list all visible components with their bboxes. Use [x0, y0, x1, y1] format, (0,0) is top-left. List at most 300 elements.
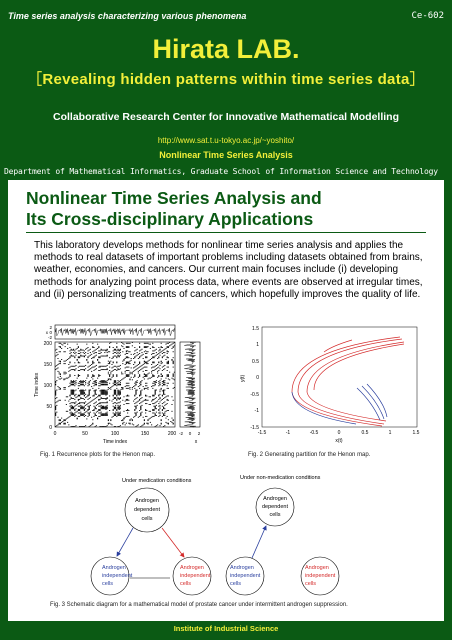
recurrence-point: [80, 381, 81, 382]
fig1-xtick-50: 50: [82, 431, 88, 437]
recurrence-point: [125, 373, 126, 374]
recurrence-point: [141, 412, 142, 413]
recurrence-point: [113, 403, 114, 404]
recurrence-point: [80, 393, 81, 394]
recurrence-point: [113, 383, 114, 384]
recurrence-point: [73, 391, 74, 392]
recurrence-point: [120, 350, 121, 351]
recurrence-point: [87, 395, 88, 396]
recurrence-point: [140, 402, 141, 403]
recurrence-point: [122, 351, 123, 352]
recurrence-point: [55, 356, 56, 357]
recurrence-point: [152, 351, 153, 352]
recurrence-point: [107, 402, 108, 403]
recurrence-point: [139, 357, 140, 358]
recurrence-point: [127, 357, 128, 358]
recurrence-point: [83, 366, 84, 367]
recurrence-point: [147, 400, 148, 401]
recurrence-point: [146, 423, 147, 424]
recurrence-point: [72, 369, 73, 370]
recurrence-point: [79, 409, 80, 410]
recurrence-point: [146, 383, 147, 384]
recurrence-point: [103, 402, 104, 403]
recurrence-point: [103, 382, 104, 383]
recurrence-point: [159, 390, 160, 391]
recurrence-point: [162, 399, 163, 400]
recurrence-point: [120, 385, 121, 386]
recurrence-point: [81, 407, 82, 408]
recurrence-point: [80, 391, 81, 392]
recurrence-point: [120, 412, 121, 413]
recurrence-point: [151, 354, 152, 355]
fig1-ytick-50: 50: [46, 404, 52, 410]
fig2-xtick-1: -1: [285, 430, 291, 436]
recurrence-point: [128, 370, 129, 371]
recurrence-point: [79, 403, 80, 404]
recurrence-point: [109, 388, 110, 389]
recurrence-point: [97, 411, 98, 412]
recurrence-point: [71, 349, 72, 350]
recurrence-point: [125, 386, 126, 387]
lab-url[interactable]: http://www.sat.t.u-tokyo.ac.jp/~yoshito/: [157, 136, 295, 145]
recurrence-point: [133, 364, 134, 365]
recurrence-point: [126, 351, 127, 352]
recurrence-point: [155, 402, 156, 403]
recurrence-point: [125, 354, 126, 355]
recurrence-point: [80, 352, 81, 353]
recurrence-point: [74, 370, 75, 371]
recurrence-point: [133, 401, 134, 402]
recurrence-point: [96, 408, 97, 409]
recurrence-point: [173, 424, 174, 425]
recurrence-point: [81, 426, 82, 427]
recurrence-point: [83, 369, 84, 370]
recurrence-point: [159, 397, 160, 398]
recurrence-point: [56, 425, 57, 426]
recurrence-point: [126, 351, 127, 352]
recurrence-point: [123, 359, 124, 360]
recurrence-point: [162, 409, 163, 410]
recurrence-point: [114, 397, 115, 398]
recurrence-point: [109, 363, 110, 364]
recurrence-point: [116, 395, 117, 396]
recurrence-point: [93, 362, 94, 363]
recurrence-point: [117, 397, 118, 398]
recurrence-point: [107, 392, 108, 393]
recurrence-point: [113, 385, 114, 386]
recurrence-point: [120, 398, 121, 399]
recurrence-point: [139, 399, 140, 400]
recurrence-point: [104, 382, 105, 383]
recurrence-point: [69, 362, 70, 363]
recurrence-point: [83, 384, 84, 385]
recurrence-point: [89, 409, 90, 410]
recurrence-point: [89, 392, 90, 393]
recurrence-point: [122, 379, 123, 380]
recurrence-point: [132, 419, 133, 420]
recurrence-point: [127, 413, 128, 414]
recurrence-point: [153, 357, 154, 358]
recurrence-point: [114, 398, 115, 399]
recurrence-point: [145, 353, 146, 354]
recurrence-point: [134, 353, 135, 354]
recurrence-point: [102, 356, 103, 357]
recurrence-point: [153, 351, 154, 352]
recurrence-point: [155, 369, 156, 370]
recurrence-point: [97, 359, 98, 360]
recurrence-point: [102, 350, 103, 351]
recurrence-point: [101, 415, 102, 416]
fig1-caption: Fig. 1 Recurrence plots for the Henon map.: [40, 452, 156, 458]
recurrence-point: [132, 345, 133, 346]
recurrence-point: [168, 357, 169, 358]
recurrence-point: [126, 403, 127, 404]
recurrence-point: [119, 391, 120, 392]
recurrence-point: [65, 387, 66, 388]
recurrence-point: [163, 350, 164, 351]
recurrence-point: [71, 352, 72, 353]
recurrence-point: [140, 391, 141, 392]
recurrence-point: [107, 385, 108, 386]
recurrence-point: [152, 362, 153, 363]
recurrence-point: [80, 426, 81, 427]
recurrence-point: [152, 416, 153, 417]
recurrence-point: [167, 362, 168, 363]
recurrence-point: [96, 384, 97, 385]
recurrence-point: [153, 362, 154, 363]
recurrence-point: [74, 395, 75, 396]
recurrence-point: [78, 409, 79, 410]
recurrence-point: [169, 342, 170, 343]
recurrence-point: [95, 380, 96, 381]
recurrence-point: [119, 399, 120, 400]
recurrence-point: [139, 388, 140, 389]
recurrence-point: [93, 376, 94, 377]
recurrence-point: [83, 382, 84, 383]
recurrence-point: [72, 408, 73, 409]
recurrence-point: [117, 391, 118, 392]
recurrence-point: [72, 414, 73, 415]
recurrence-point: [113, 357, 114, 358]
fig2-caption: Fig. 2 Generating partition for the Henon map.: [248, 452, 371, 458]
recurrence-point: [171, 360, 172, 361]
recurrence-point: [109, 423, 110, 424]
fig2-ytick-1: 1: [256, 342, 259, 348]
recurrence-point: [119, 413, 120, 414]
recurrence-point: [95, 350, 96, 351]
recurrence-point: [95, 394, 96, 395]
recurrence-point: [161, 376, 162, 377]
recurrence-point: [145, 376, 146, 377]
recurrence-point: [129, 373, 130, 374]
recurrence-point: [115, 384, 116, 385]
recurrence-point: [57, 386, 58, 387]
recurrence-point: [141, 368, 142, 369]
recurrence-point: [73, 384, 74, 385]
recurrence-point: [72, 413, 73, 414]
recurrence-point: [96, 402, 97, 403]
recurrence-point: [146, 346, 147, 347]
recurrence-point: [97, 344, 98, 345]
recurrence-point: [139, 351, 140, 352]
recurrence-point: [71, 392, 72, 393]
recurrence-point: [123, 419, 124, 420]
recurrence-point: [164, 408, 165, 409]
recurrence-point: [163, 408, 164, 409]
recurrence-point: [93, 395, 94, 396]
recurrence-point: [139, 346, 140, 347]
recurrence-point: [74, 381, 75, 382]
recurrence-point: [115, 380, 116, 381]
recurrence-point: [89, 413, 90, 414]
poster-code: Ce-602: [411, 11, 444, 21]
recurrence-point: [147, 361, 148, 362]
recurrence-point: [57, 377, 58, 378]
recurrence-point: [80, 402, 81, 403]
recurrence-point: [79, 426, 80, 427]
recurrence-point: [159, 413, 160, 414]
recurrence-point: [107, 352, 108, 353]
recurrence-point: [87, 376, 88, 377]
recurrence-point: [153, 347, 154, 348]
recurrence-point: [57, 364, 58, 365]
recurrence-point: [113, 416, 114, 417]
recurrence-point: [116, 353, 117, 354]
recurrence-point: [74, 416, 75, 417]
recurrence-point: [109, 376, 110, 377]
recurrence-point: [117, 366, 118, 367]
recurrence-point: [103, 407, 104, 408]
recurrence-point: [159, 391, 160, 392]
recurrence-point: [65, 351, 66, 352]
recurrence-point: [99, 362, 100, 363]
recurrence-point: [89, 391, 90, 392]
recurrence-point: [116, 347, 117, 348]
recurrence-point: [153, 375, 154, 376]
recurrence-point: [116, 374, 117, 375]
recurrence-point: [79, 406, 80, 407]
recurrence-point: [92, 346, 93, 347]
recurrence-point: [98, 367, 99, 368]
recurrence-point: [101, 380, 102, 381]
recurrence-point: [108, 373, 109, 374]
recurrence-point: [128, 351, 129, 352]
recurrence-point: [80, 369, 81, 370]
recurrence-point: [131, 373, 132, 374]
left-indep-blue-line3: cells: [102, 581, 114, 587]
recurrence-point: [101, 413, 102, 414]
recurrence-point: [145, 410, 146, 411]
recurrence-point: [73, 380, 74, 381]
recurrence-point: [105, 391, 106, 392]
recurrence-point: [92, 361, 93, 362]
recurrence-point: [107, 407, 108, 408]
recurrence-point: [72, 415, 73, 416]
recurrence-point: [117, 355, 118, 356]
recurrence-point: [139, 375, 140, 376]
recurrence-point: [114, 390, 115, 391]
recurrence-point: [117, 414, 118, 415]
recurrence-point: [69, 385, 70, 386]
recurrence-point: [158, 370, 159, 371]
recurrence-point: [99, 381, 100, 382]
recurrence-point: [134, 406, 135, 407]
recurrence-point: [123, 344, 124, 345]
recurrence-point: [59, 420, 60, 421]
recurrence-point: [105, 356, 106, 357]
recurrence-point: [71, 381, 72, 382]
recurrence-point: [79, 366, 80, 367]
recurrence-point: [158, 356, 159, 357]
recurrence-point: [86, 360, 87, 361]
recurrence-point: [65, 372, 66, 373]
recurrence-point: [85, 415, 86, 416]
recurrence-point: [86, 348, 87, 349]
recurrence-point: [134, 374, 135, 375]
recurrence-point: [163, 384, 164, 385]
recurrence-point: [105, 385, 106, 386]
recurrence-point: [138, 386, 139, 387]
recurrence-point: [60, 374, 61, 375]
recurrence-point: [99, 410, 100, 411]
recurrence-point: [117, 350, 118, 351]
recurrence-point: [93, 390, 94, 391]
recurrence-point: [117, 402, 118, 403]
recurrence-point: [109, 357, 110, 358]
recurrence-point: [102, 382, 103, 383]
recurrence-point: [146, 357, 147, 358]
recurrence-point: [67, 396, 68, 397]
recurrence-point: [101, 393, 102, 394]
recurrence-point: [98, 346, 99, 347]
recurrence-point: [79, 413, 80, 414]
recurrence-point: [114, 390, 115, 391]
recurrence-point: [156, 405, 157, 406]
recurrence-point: [72, 393, 73, 394]
recurrence-point: [59, 423, 60, 424]
recurrence-point: [89, 350, 90, 351]
recurrence-point: [103, 426, 104, 427]
recurrence-point: [167, 343, 168, 344]
recurrence-point: [155, 408, 156, 409]
recurrence-point: [113, 367, 114, 368]
recurrence-point: [79, 353, 80, 354]
recurrence-point: [83, 407, 84, 408]
recurrence-point: [105, 409, 106, 410]
recurrence-point: [79, 357, 80, 358]
recurrence-point: [153, 409, 154, 410]
recurrence-point: [127, 343, 128, 344]
recurrence-point: [141, 352, 142, 353]
recurrence-point: [158, 395, 159, 396]
recurrence-point: [164, 405, 165, 406]
recurrence-point: [63, 373, 64, 374]
recurrence-point: [97, 378, 98, 379]
recurrence-point: [65, 423, 66, 424]
recurrence-point: [55, 391, 56, 392]
recurrence-point: [128, 346, 129, 347]
recurrence-point: [134, 383, 135, 384]
recurrence-point: [120, 390, 121, 391]
left-condition-title: Under medication conditions: [122, 478, 192, 484]
recurrence-point: [74, 357, 75, 358]
recurrence-point: [105, 413, 106, 414]
recurrence-point: [89, 390, 90, 391]
recurrence-point: [163, 369, 164, 370]
recurrence-point: [84, 403, 85, 404]
recurrence-point: [93, 410, 94, 411]
recurrence-point: [173, 367, 174, 368]
recurrence-point: [71, 369, 72, 370]
recurrence-point: [165, 411, 166, 412]
recurrence-point: [107, 365, 108, 366]
recurrence-point: [60, 361, 61, 362]
recurrence-point: [153, 370, 154, 371]
recurrence-point: [139, 395, 140, 396]
recurrence-point: [131, 358, 132, 359]
recurrence-point: [84, 356, 85, 357]
recurrence-point: [126, 385, 127, 386]
recurrence-point: [89, 381, 90, 382]
recurrence-point: [95, 356, 96, 357]
recurrence-point: [155, 384, 156, 385]
recurrence-point: [152, 413, 153, 414]
recurrence-point: [109, 396, 110, 397]
recurrence-point: [71, 380, 72, 381]
recurrence-point: [120, 368, 121, 369]
recurrence-point: [165, 396, 166, 397]
recurrence-point: [144, 423, 145, 424]
recurrence-point: [119, 384, 120, 385]
recurrence-point: [80, 398, 81, 399]
recurrence-point: [141, 397, 142, 398]
recurrence-point: [59, 363, 60, 364]
recurrence-point: [155, 406, 156, 407]
recurrence-point: [151, 386, 152, 387]
recurrence-point: [93, 357, 94, 358]
recurrence-point: [107, 355, 108, 356]
recurrence-point: [105, 381, 106, 382]
recurrence-point: [117, 415, 118, 416]
recurrence-point: [161, 424, 162, 425]
recurrence-point: [107, 394, 108, 395]
recurrence-point: [68, 424, 69, 425]
recurrence-point: [150, 348, 151, 349]
recurrence-point: [92, 362, 93, 363]
recurrence-point: [74, 362, 75, 363]
recurrence-point: [60, 419, 61, 420]
heading-line-2: Its Cross-disciplinary Applications: [26, 209, 314, 229]
recurrence-point: [78, 370, 79, 371]
recurrence-point: [89, 398, 90, 399]
recurrence-point: [84, 353, 85, 354]
recurrence-point: [156, 397, 157, 398]
recurrence-point: [159, 365, 160, 366]
recurrence-point: [117, 407, 118, 408]
recurrence-point: [75, 412, 76, 413]
recurrence-point: [71, 382, 72, 383]
recurrence-point: [126, 399, 127, 400]
recurrence-point: [85, 390, 86, 391]
recurrence-point: [140, 385, 141, 386]
recurrence-point: [61, 348, 62, 349]
recurrence-point: [96, 394, 97, 395]
recurrence-point: [163, 366, 164, 367]
recurrence-point: [103, 380, 104, 381]
recurrence-point: [140, 393, 141, 394]
fig2-xtick-6: 1.5: [412, 430, 420, 436]
fig1-xtick-0: 0: [53, 431, 57, 437]
